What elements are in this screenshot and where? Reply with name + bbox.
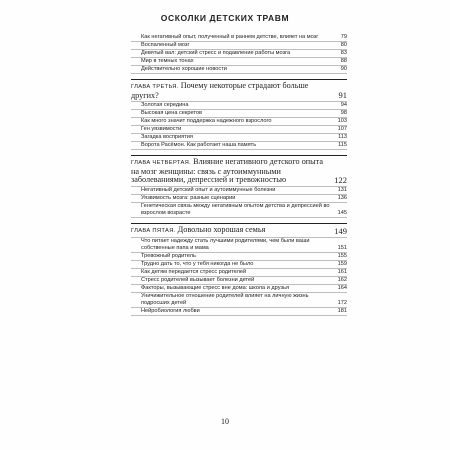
- toc-page-number: 172: [337, 299, 347, 306]
- toc-title: [131, 158, 334, 185]
- toc-title: Ген уязвимости: [141, 126, 182, 133]
- toc-entry: [131, 187, 347, 195]
- toc-page-number: 83: [340, 50, 347, 56]
- toc-title: Воспаленный мозг: [141, 42, 190, 48]
- toc-entry: [131, 269, 347, 277]
- toc-entry: [131, 34, 347, 42]
- toc-page-number: 122: [334, 174, 347, 185]
- toc-entry: [131, 118, 347, 126]
- toc-page-number: 136: [337, 194, 347, 201]
- page-number: 10: [221, 417, 229, 426]
- toc-title: Нейробиология любви: [141, 307, 200, 314]
- toc-page-number: 131: [337, 186, 347, 193]
- toc-page-number: 98: [340, 110, 347, 117]
- chapter-title: Почему некоторые страдают больше других?: [131, 81, 309, 100]
- toc-page-number: 145: [337, 209, 347, 216]
- toc-title: Как много значит поддержка надежного взрослого: [141, 118, 272, 125]
- toc-title: Золотая середина: [141, 102, 189, 109]
- toc-entry: [131, 238, 347, 253]
- toc-page-number: 161: [337, 268, 347, 275]
- toc-page-number: 91: [338, 90, 347, 101]
- chapter-label: ГЛАВА ТРЕТЬЯ.: [131, 84, 179, 90]
- toc-entry: [131, 308, 347, 316]
- toc-page-number: 80: [340, 42, 347, 48]
- toc-page-number: 159: [337, 260, 347, 267]
- toc-title: [131, 226, 334, 236]
- toc-entry: [131, 126, 347, 134]
- toc-page-number: 162: [337, 276, 347, 283]
- table-of-contents: [131, 34, 347, 316]
- toc-chapter: [131, 79, 347, 102]
- toc-page-number: 79: [340, 34, 347, 40]
- toc-title: Загадка восприятия: [141, 134, 193, 141]
- toc-page-number: 113: [338, 134, 347, 141]
- toc-entry: [131, 50, 347, 58]
- toc-title: Ворота Расёмон. Как работает наша память: [141, 142, 257, 149]
- chapter-title: Довольно хорошая семья: [177, 225, 266, 235]
- toc-title: Стресс родителей вызывает болезни детей: [141, 276, 255, 283]
- toc-page-number: 88: [340, 58, 347, 64]
- toc-entry: [131, 293, 347, 308]
- toc-entry: [131, 285, 347, 293]
- toc-entry: [131, 142, 347, 150]
- toc-chapter: [131, 155, 347, 187]
- toc-entry: [131, 261, 347, 269]
- toc-title: Уничижительное отношение родителей влияет на личную жизнь подросших детей: [141, 292, 309, 306]
- running-head: ОСКОЛКИ ДЕТСКИХ ТРАВМ: [160, 13, 290, 23]
- toc-title: Генетическая связь между негативным опытом детства и депрессией во взрослом возрасте: [141, 202, 330, 216]
- toc-page-number: 151: [337, 244, 347, 251]
- toc-title: Как детям передается стресс родителей: [141, 268, 247, 275]
- toc-entry: [131, 277, 347, 285]
- toc-page-number: 94: [340, 102, 347, 109]
- toc-title: Как негативный опыт, полученный в раннем детстве, влияет на мозг: [141, 34, 319, 40]
- toc-page-number: 107: [337, 126, 347, 133]
- toc-title: Негативный детский опыт и аутоиммунные болезни: [141, 186, 276, 193]
- chapter-title: Влияние негативного детского опыта на мозг женщины: связь с аутоиммунными заболеваниями, депрессией и тревожностью: [131, 157, 323, 185]
- toc-title: Девятый вал: детский стресс и подавление работы мозга: [141, 50, 291, 56]
- toc-title: Трудно дать то, что у тебя никогда не было: [141, 260, 254, 267]
- toc-title: Что питает надежду стать лучшими родителями, чем были ваши собственные папа и мама: [141, 237, 310, 251]
- toc-chapter: [131, 223, 347, 238]
- toc-title: Тревожный родитель: [141, 252, 196, 259]
- toc-title: Уязвимость мозга: разные сценарии: [141, 194, 236, 201]
- toc-page-number: 155: [337, 252, 347, 259]
- chapter-label: ГЛАВА ЧЕТВЕРТАЯ.: [131, 160, 192, 167]
- toc-page-number: 181: [337, 307, 347, 314]
- chapter-label: ГЛАВА ПЯТАЯ.: [131, 228, 176, 235]
- toc-title: Действительно хорошие новости: [141, 66, 227, 72]
- toc-page-number: 149: [334, 225, 347, 236]
- toc-page-number: 103: [337, 118, 347, 125]
- toc-title: Мир в темных тонах: [141, 58, 194, 64]
- toc-page-number: 115: [338, 142, 347, 149]
- toc-entry: [131, 253, 347, 261]
- toc-title: Высокая цена секретов: [141, 110, 202, 117]
- toc-entry: [131, 102, 347, 110]
- toc-entry: [131, 203, 347, 218]
- toc-page-number: 164: [337, 284, 347, 291]
- toc-entry: [131, 58, 347, 66]
- toc-entry: [131, 66, 347, 74]
- toc-title: Факторы, вызывающие стресс вне дома: школа и друзья: [141, 284, 290, 291]
- toc-entry: [131, 134, 347, 142]
- toc-page-number: 90: [340, 66, 347, 72]
- toc-entry: [131, 110, 347, 118]
- toc-entry: [131, 195, 347, 203]
- toc-title: [131, 82, 339, 100]
- toc-entry: [131, 42, 347, 50]
